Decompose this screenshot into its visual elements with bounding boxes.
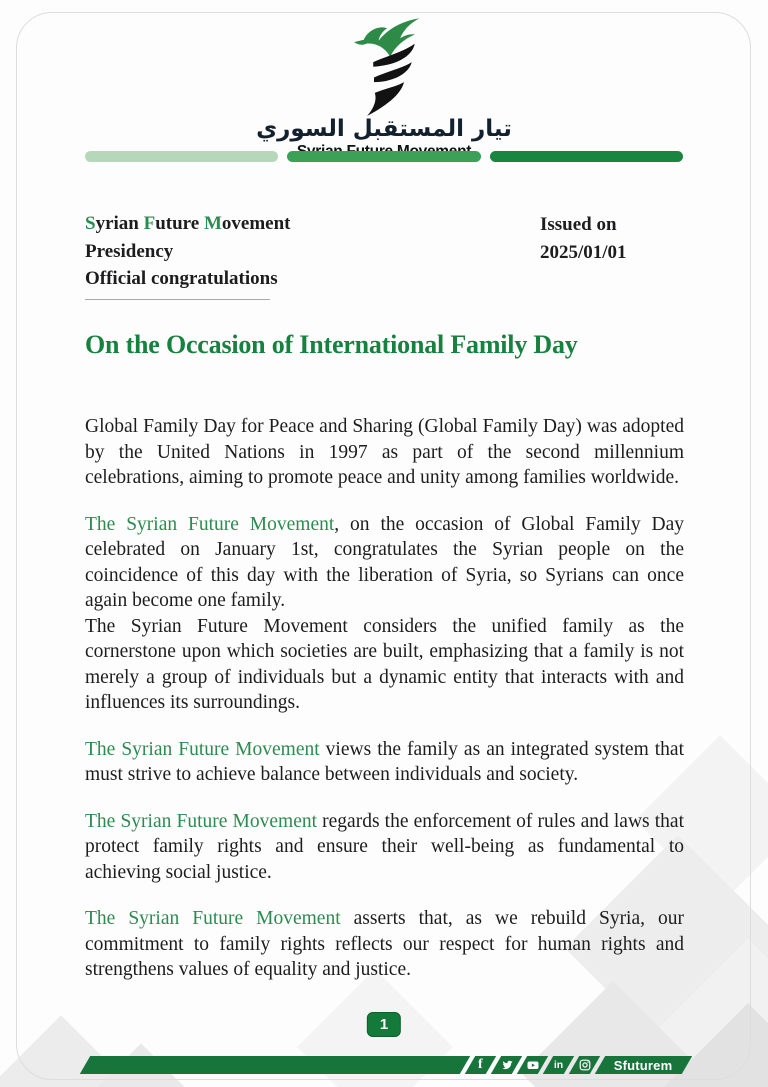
paragraph: The Syrian Future Movement regards the enforcement of rules and laws that protect family rights and ensure their well-being as fundamental to achieving social justice. [85, 810, 684, 883]
falcon-flame-logo-icon [336, 16, 432, 116]
footer-bar [80, 1056, 470, 1074]
paragraph: The Syrian Future Movement considers the unified family as the cornerstone upon which societies are built, emphasizing that a family is not merely a group of individuals but a dynamic entity that interacts with and influences its surroundings. [85, 615, 684, 713]
letterhead [85, 210, 485, 293]
issued-label: Issued on [540, 214, 617, 235]
paragraph-lead: The Syrian Future Movement [85, 810, 318, 832]
footer-ribbon [85, 1056, 687, 1074]
logo-arabic-name: تيار المستقبل السوري [256, 116, 512, 142]
divider-bars [85, 151, 683, 162]
logo-block [0, 16, 768, 161]
letterhead-department: Presidency [85, 240, 174, 262]
page-number-badge: 1 [367, 1012, 401, 1037]
paragraph: The Syrian Future Movement views the family as an integrated system that must strive to achieve balance between individuals and society. [85, 738, 684, 785]
letterhead-org-name: Syrian Future Movement [85, 213, 291, 234]
paragraph-lead: The Syrian Future Movement [85, 908, 341, 929]
letterhead-rule [85, 299, 270, 300]
divider-bar-mid [287, 151, 480, 162]
paragraph: Global Family Day for Peace and Sharing (Global Family Day) was adopted by the United Nations in 1997 as part of the second millennium celebrations, aiming to promote peace and unity among families worldwide. [85, 416, 684, 488]
divider-bar-light [85, 151, 278, 162]
paragraph-lead: The Syrian Future Movement [85, 738, 320, 760]
facebook-icon[interactable]: f [465, 1056, 496, 1074]
divider-bar-dark [490, 151, 683, 162]
paragraph-lead: The Syrian Future Movement [85, 513, 335, 535]
issue-date-block [540, 211, 720, 267]
document-title: On the Occasion of International Family Day [85, 330, 578, 359]
linkedin-icon[interactable]: in [543, 1056, 574, 1074]
issued-date: 2025/01/01 [540, 242, 627, 263]
paragraph: The Syrian Future Movement, on the occasion of Global Family Day celebrated on January 1st, congratulates the Syrian people on the coincidence of this day with the liberation of Syria, so Syrians can once again become one family. [85, 513, 684, 611]
social-handle[interactable]: Sfuturem [595, 1056, 692, 1074]
letterhead-doc-type: Official congratulations [85, 268, 278, 289]
document-body [85, 414, 684, 983]
paragraph: The Syrian Future Movement asserts that, as we rebuild Syria, our commitment to family rights reflects our respect for human rights and strengthens values of equality and justice. [85, 908, 684, 980]
